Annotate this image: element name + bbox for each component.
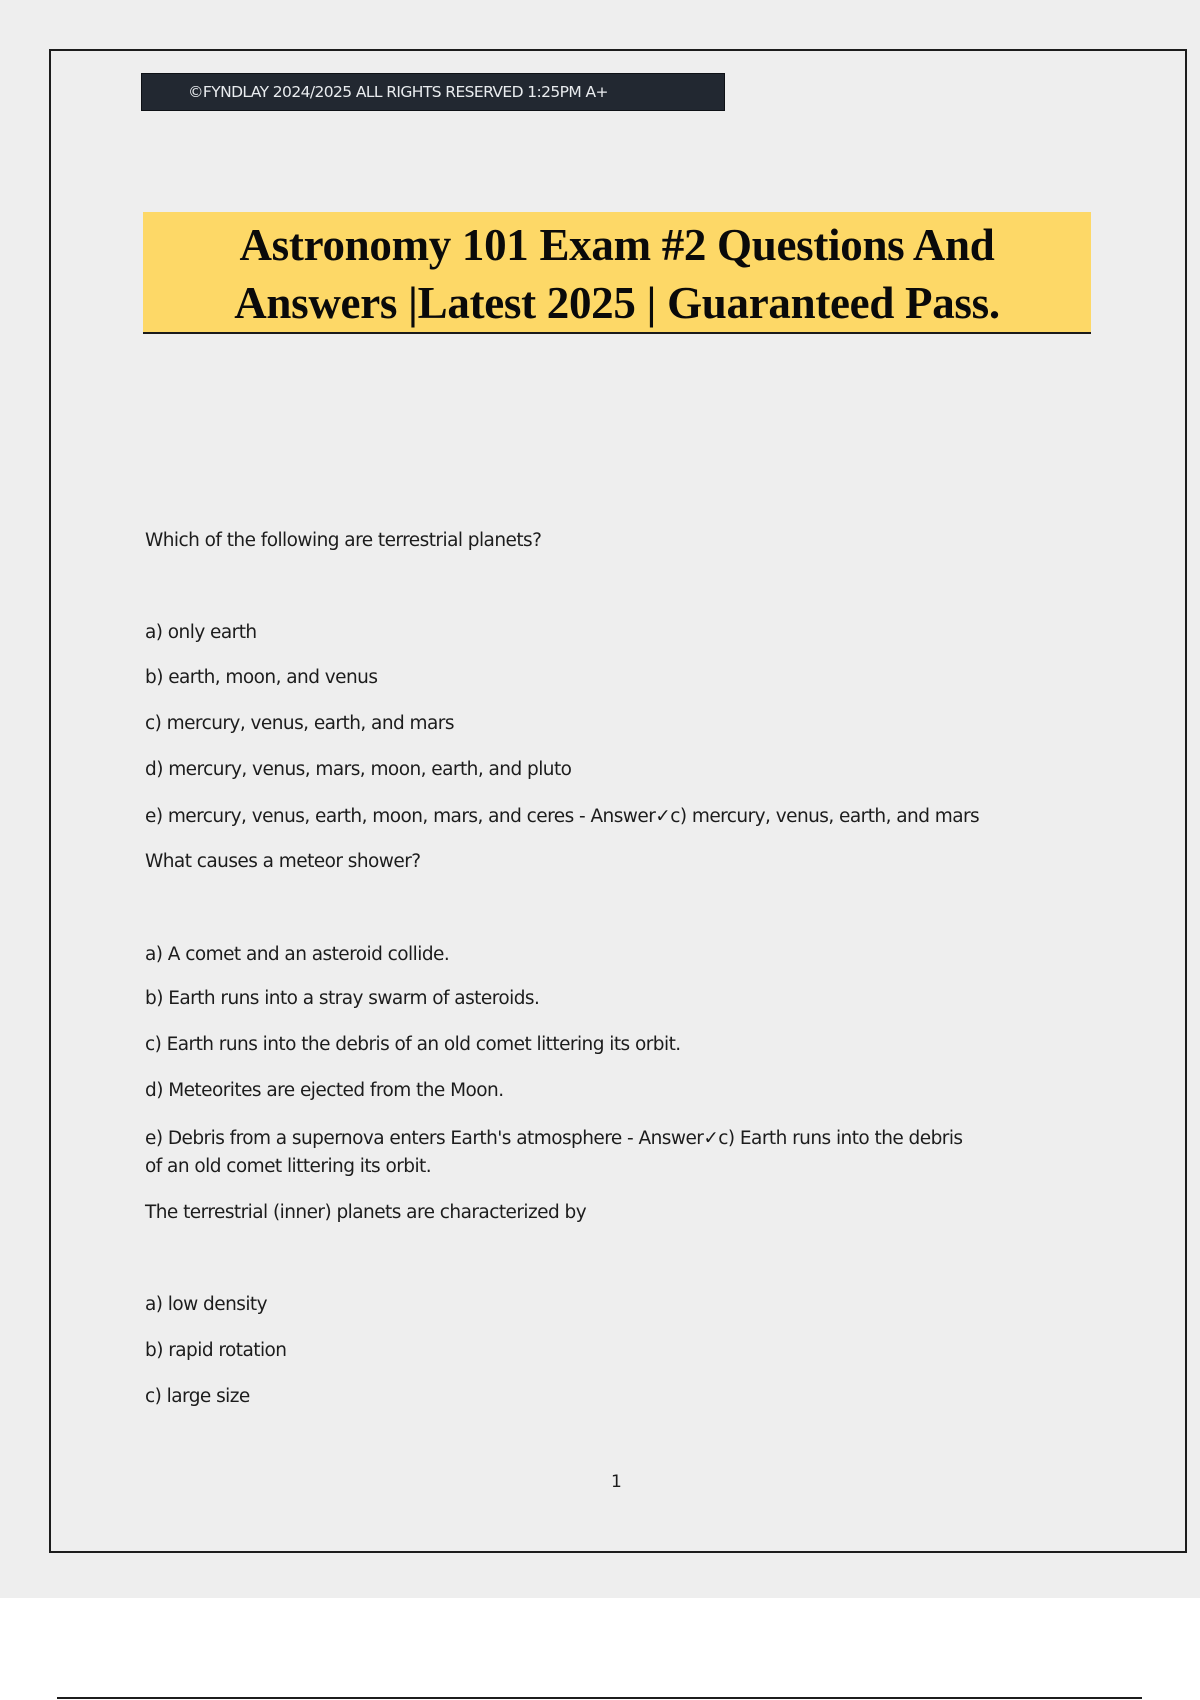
question-1-option-b: b) earth, moon, and venus	[145, 667, 378, 688]
question-2-option-b: b) Earth runs into a stray swarm of asteroids.	[145, 988, 540, 1009]
question-2-text: What causes a meteor shower?	[145, 851, 421, 872]
question-1-option-e-answer: e) mercury, venus, earth, moon, mars, and ceres - Answer✓c) mercury, venus, earth, and mars	[145, 806, 980, 827]
question-2-option-d: d) Meteorites are ejected from the Moon.	[145, 1080, 504, 1101]
question-3-option-b: b) rapid rotation	[145, 1340, 287, 1361]
title-line-2: Answers |Latest 2025 | Guaranteed Pass.	[234, 278, 1000, 328]
question-1-text: Which of the following are terrestrial planets?	[145, 530, 542, 551]
question-2-option-a: a) A comet and an asteroid collide.	[145, 944, 450, 965]
copyright-banner: ©FYNDLAY 2024/2025 ALL RIGHTS RESERVED 1:25PM A+	[141, 73, 725, 111]
page-number: 1	[611, 1472, 622, 1492]
document-title	[143, 212, 1091, 334]
question-1-option-a: a) only earth	[145, 622, 257, 643]
question-2-answer-continued: of an old comet littering its orbit.	[145, 1156, 432, 1177]
question-2-option-c: c) Earth runs into the debris of an old comet littering its orbit.	[145, 1034, 681, 1055]
question-3-option-a: a) low density	[145, 1294, 268, 1315]
next-page-top-rule	[57, 1697, 1142, 1699]
title-line-1: Astronomy 101 Exam #2 Questions And	[239, 220, 995, 270]
question-1-option-d: d) mercury, venus, mars, moon, earth, and pluto	[145, 759, 572, 780]
question-3-text: The terrestrial (inner) planets are characterized by	[145, 1202, 587, 1223]
question-2-option-e-answer: e) Debris from a supernova enters Earth's atmosphere - Answer✓c) Earth runs into the debris	[145, 1128, 963, 1149]
question-1-option-c: c) mercury, venus, earth, and mars	[145, 713, 454, 734]
question-3-option-c: c) large size	[145, 1386, 250, 1407]
